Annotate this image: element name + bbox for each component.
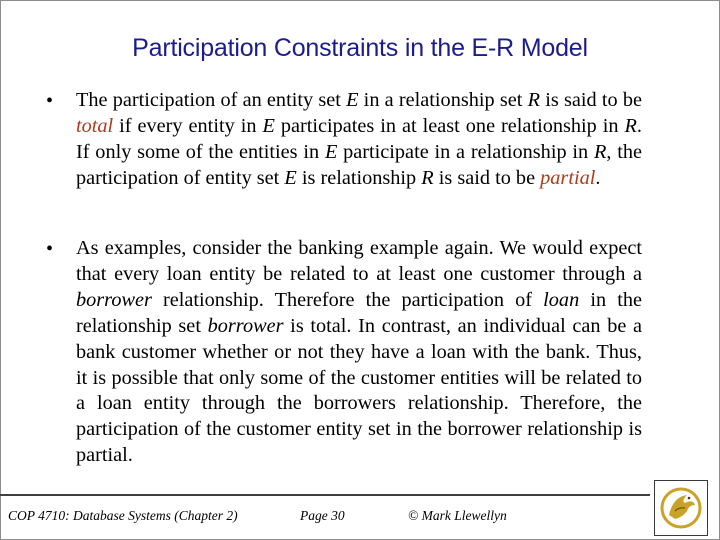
bullet-2-text	[76, 236, 642, 469]
italic-term: R	[421, 166, 434, 189]
text-run: is said to be	[433, 166, 541, 189]
footer-course: COP 4710: Database Systems (Chapter 2)	[8, 508, 238, 523]
text-run: participate in a relationship in	[337, 140, 594, 163]
emphasis-partial: partial	[540, 166, 596, 189]
text-run: . If only some of the entities in	[76, 114, 642, 163]
text-run: .	[595, 166, 601, 189]
italic-term: R	[527, 89, 540, 111]
text-run: if every entity in	[113, 114, 263, 137]
text-run: in the relationship set	[76, 288, 643, 337]
italic-term: E	[346, 89, 359, 111]
text-run: relationship. Therefore the participation of	[151, 288, 544, 311]
footer-divider	[0, 494, 650, 496]
text-run: , the participation of entity set	[76, 140, 642, 189]
slide-title: Participation Constraints in the E-R Model	[132, 34, 588, 62]
italic-term: R	[624, 114, 637, 137]
text-run: As examples, consider the banking example again. We would expect that every loan entity be related to at least one customer through a	[76, 237, 642, 285]
italic-term: E	[284, 166, 297, 189]
bullet-1	[46, 88, 642, 192]
text-run: in a relationship set	[358, 89, 528, 111]
bullet-1-text	[76, 88, 642, 192]
italic-term: loan	[543, 288, 580, 311]
text-run: The participation of an entity set	[76, 89, 347, 111]
text-run: is total. In contrast, an individual can be a bank customer whether or not they have a loan with the bank. Thus, it is possible that only some of the customer entities will be related to a loan entity through the borrowers relationship. Therefore, the participation of the customer entity set in the borrower relationship is partial.	[76, 314, 643, 467]
bullet-2	[46, 236, 642, 469]
italic-term: R	[593, 140, 607, 163]
pegasus-logo-icon	[655, 481, 707, 535]
footer-author: © Mark Llewellyn	[408, 508, 507, 523]
emphasis-total: total	[76, 114, 114, 137]
italic-term: borrower	[76, 288, 152, 311]
footer-page-number: Page 30	[300, 508, 345, 523]
italic-term: E	[324, 140, 338, 163]
text-run: participates in at least one relationship in	[274, 114, 625, 137]
italic-term: E	[262, 114, 275, 137]
logo	[654, 480, 708, 536]
text-run: is said to be	[540, 89, 642, 111]
italic-term: borrower	[207, 314, 284, 337]
text-run: is relationship	[296, 166, 422, 189]
bullet-marker: •	[46, 238, 54, 260]
bullet-marker: •	[46, 90, 54, 112]
